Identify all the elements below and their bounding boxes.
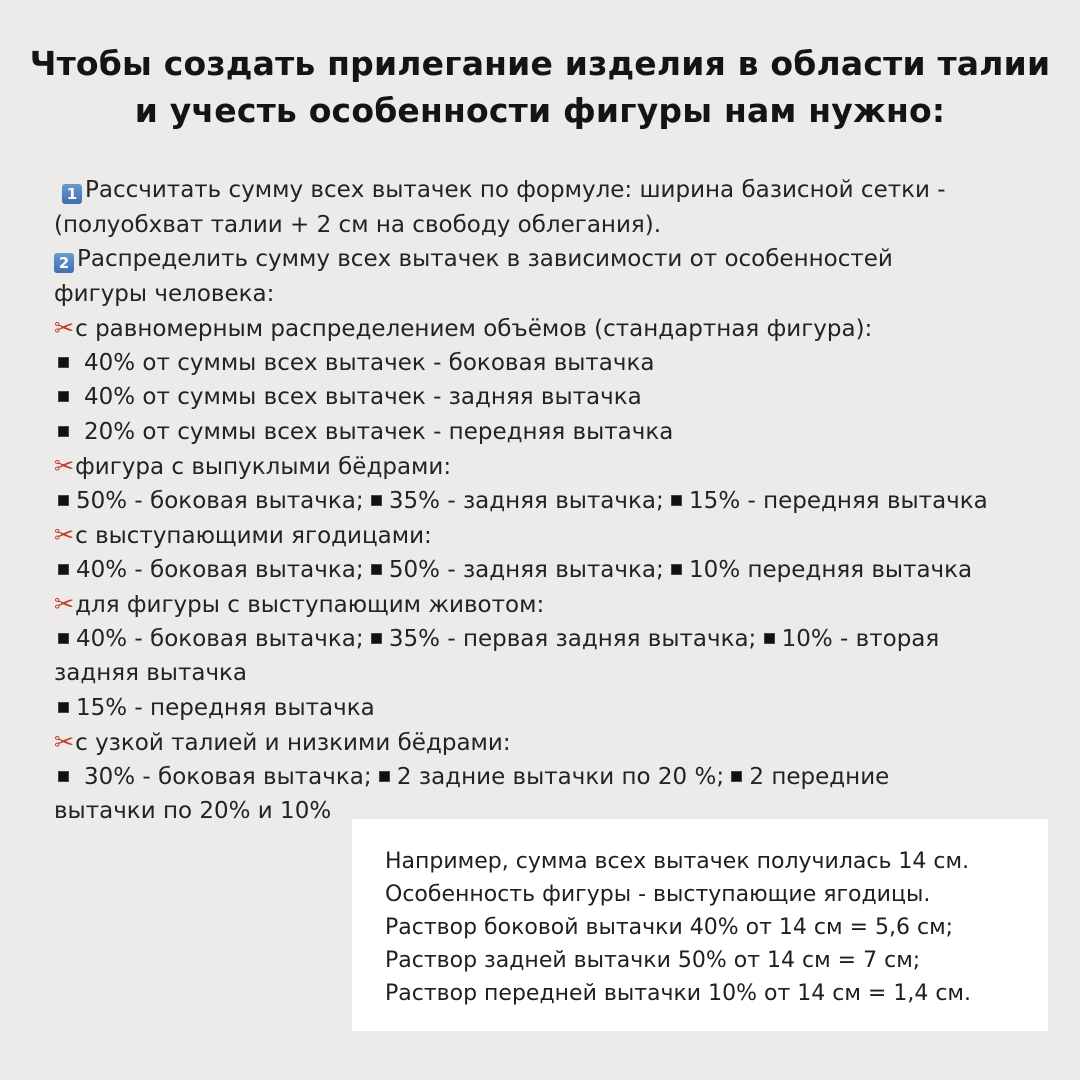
keycap-2-icon: 2 — [54, 253, 74, 273]
scissors-icon: ✂ — [54, 521, 75, 549]
scissors-icon: ✂ — [54, 452, 75, 480]
step-1-line-1: 1 Рассчитать сумму всех вытачек по формуле: ширина базисной сетки - — [54, 173, 1054, 208]
case-3-items: 40% - боковая вытачка; 50% - задняя вытачка; 10% передняя вытачка — [54, 553, 1054, 588]
scissors-icon: ✂ — [54, 590, 75, 618]
black-square-icon — [371, 564, 382, 575]
black-square-icon — [371, 495, 382, 506]
title-line-1: Чтобы создать прилегание изделия в области талии — [29, 44, 1051, 83]
example-text — [385, 845, 971, 1010]
example-line-2: Особенность фигуры - выступающие ягодицы. — [385, 882, 931, 907]
example-line-1: Например, сумма всех вытачек получилась 14 см. — [385, 849, 970, 874]
black-square-icon — [371, 633, 382, 644]
case-4-items-cont: задняя вытачка — [54, 660, 248, 686]
step-2-line-2: фигуры человека: — [54, 280, 275, 307]
black-square-icon — [58, 357, 69, 368]
case-2-title: ✂фигура с выпуклыми бёдрами: — [54, 452, 452, 480]
case-4-items: 40% - боковая вытачка; 35% - первая задняя вытачка; 10% - вторая — [54, 622, 1054, 657]
case-2-items: 50% - боковая вытачка; 35% - задняя вытачка; 15% - передняя вытачка — [54, 484, 1054, 519]
example-line-4: Раствор задней вытачки 50% от 14 см = 7 см; — [385, 948, 921, 973]
black-square-icon — [379, 771, 390, 782]
instructions-body — [54, 173, 1054, 829]
black-square-icon — [731, 771, 742, 782]
title-line-2: и учесть особенности фигуры нам нужно: — [134, 91, 946, 130]
page-title — [0, 40, 1080, 134]
case-5-title: ✂с узкой талией и низкими бёдрами: — [54, 728, 511, 756]
black-square-icon — [58, 702, 69, 713]
black-square-icon — [58, 495, 69, 506]
step-1-line-2: (полуобхват талии + 2 см на свободу облегания). — [54, 211, 662, 238]
case-5-items: 30% - боковая вытачка; 2 задние вытачки по 20 %; 2 передние — [54, 760, 1054, 795]
list-item: 20% от суммы всех вытачек - передняя вытачка — [54, 415, 1054, 450]
step-2-line-1: 2 Распределить сумму всех вытачек в зависимости от особенностей — [54, 242, 1054, 277]
example-panel — [352, 819, 1048, 1031]
black-square-icon — [764, 633, 775, 644]
black-square-icon — [58, 391, 69, 402]
scissors-icon: ✂ — [54, 314, 75, 342]
keycap-1-icon: 1 — [62, 184, 82, 204]
black-square-icon — [58, 426, 69, 437]
black-square-icon — [58, 771, 69, 782]
list-item: 40% от суммы всех вытачек - задняя вытачка — [54, 380, 1054, 415]
black-square-icon — [58, 633, 69, 644]
example-line-5: Раствор передней вытачки 10% от 14 см = 1,4 см. — [385, 981, 972, 1006]
list-item: 40% от суммы всех вытачек - боковая вытачка — [54, 346, 1054, 381]
black-square-icon — [58, 564, 69, 575]
case-4-title: ✂для фигуры с выступающим животом: — [54, 590, 545, 618]
black-square-icon — [671, 564, 682, 575]
case-4-item-d: 15% - передняя вытачка — [54, 691, 1054, 726]
case-1-title: ✂с равномерным распределением объёмов (стандартная фигура): — [54, 314, 873, 342]
example-line-3: Раствор боковой вытачки 40% от 14 см = 5,6 см; — [385, 915, 954, 940]
case-3-title: ✂с выступающими ягодицами: — [54, 521, 432, 549]
case-5-items-cont: вытачки по 20% и 10% — [54, 798, 332, 824]
black-square-icon — [671, 495, 682, 506]
scissors-icon: ✂ — [54, 728, 75, 756]
